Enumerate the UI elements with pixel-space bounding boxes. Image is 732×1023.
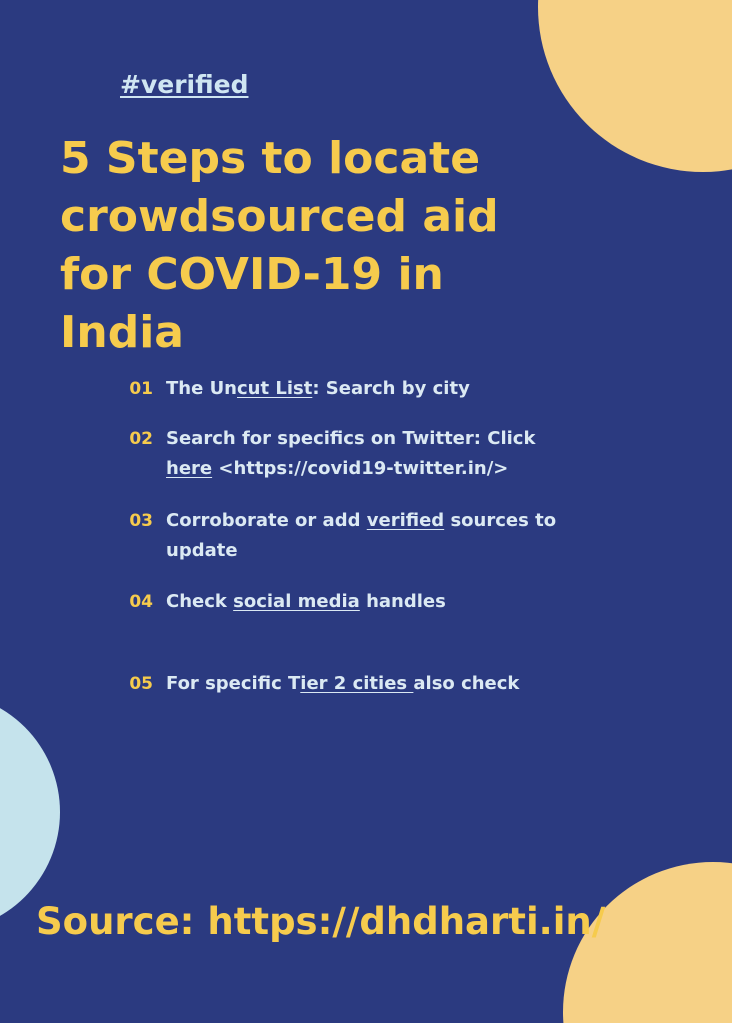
step-url: <https://covid19-twitter.in/> xyxy=(212,458,509,479)
step-number: 01 xyxy=(129,379,153,399)
step-text-part: handles xyxy=(359,591,446,612)
step-number: 02 xyxy=(129,429,153,449)
source-credit: Source: https://dhdharti.in/ xyxy=(36,900,606,943)
step-text-part: Corroborate or add xyxy=(166,510,367,531)
step-text-part: also check xyxy=(413,673,520,694)
step-text-part: The Un xyxy=(166,378,237,399)
verified-hashtag[interactable]: #verified xyxy=(120,70,249,99)
here-link[interactable]: here xyxy=(166,458,213,479)
step-text-part: sources to update xyxy=(166,510,557,561)
tier-2-cities-link[interactable]: ier 2 cities xyxy=(300,673,414,694)
step-number: 03 xyxy=(129,511,153,531)
verified-link[interactable]: verified xyxy=(366,510,445,531)
step-number: 04 xyxy=(129,592,153,612)
step-text-part: Search for specifics on Twitter: Click xyxy=(166,428,536,449)
step-number: 05 xyxy=(129,674,153,694)
step-text xyxy=(166,669,586,699)
poster-title: 5 Steps to locate crowdsourced aid for COVID-19 in India xyxy=(60,133,499,358)
step-text-part: Check xyxy=(166,591,234,612)
social-media-link[interactable]: social media xyxy=(233,591,360,612)
step-text xyxy=(166,506,586,566)
uncut-list-link[interactable]: cut List xyxy=(237,378,313,399)
step-text-part: For specific T xyxy=(166,673,301,694)
step-text xyxy=(166,587,586,617)
step-text xyxy=(166,374,586,404)
step-text xyxy=(166,424,586,484)
step-text-part: : Search by city xyxy=(312,378,470,399)
